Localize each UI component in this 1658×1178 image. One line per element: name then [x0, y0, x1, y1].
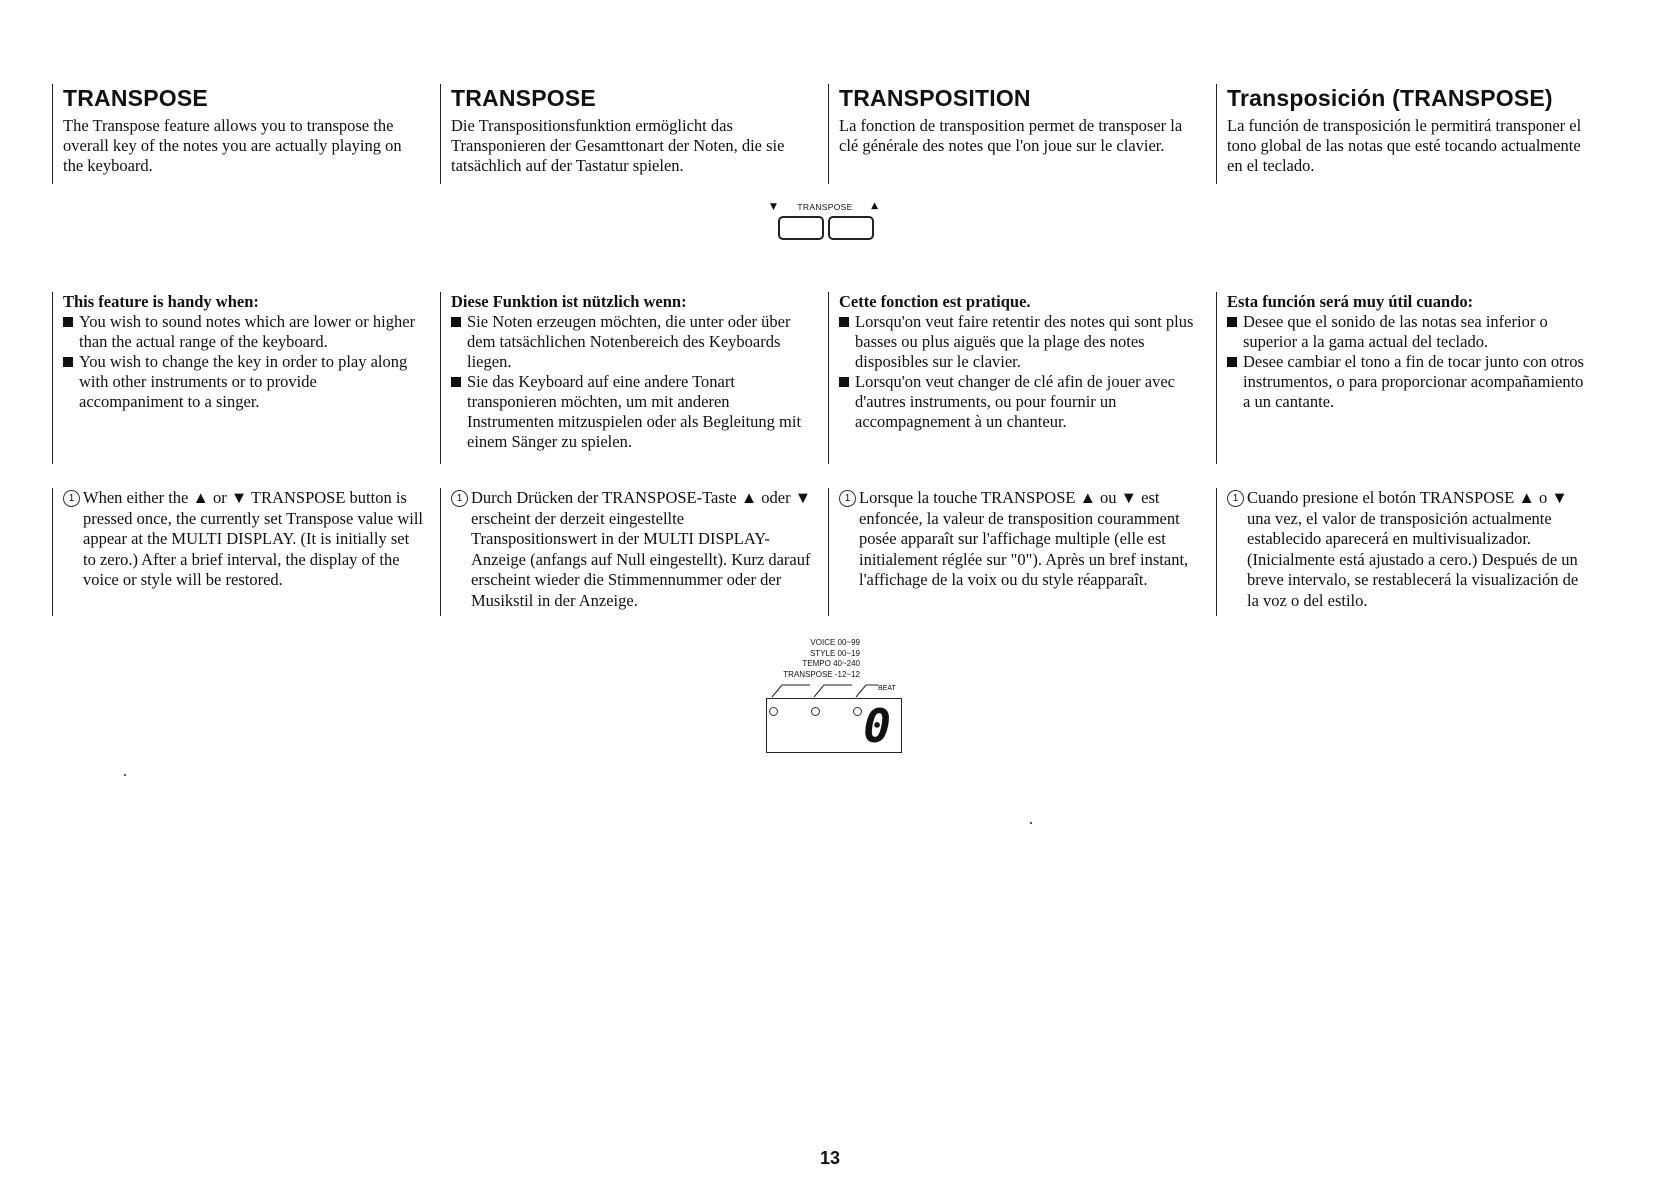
col-en-usage	[52, 292, 424, 464]
step-number-circle-icon: 1	[839, 490, 856, 507]
bullet-square-icon	[63, 317, 73, 327]
step-1	[839, 488, 1200, 591]
col-es-intro	[1216, 84, 1588, 184]
col-de-intro	[440, 84, 812, 184]
col-fr-step	[828, 488, 1200, 616]
usage-list	[63, 312, 424, 412]
transpose-label: TRANSPOSE	[797, 202, 853, 212]
col-fr-usage	[828, 292, 1200, 464]
section-title: TRANSPOSE	[63, 85, 208, 111]
display-indicator-lines	[770, 683, 880, 699]
bullet-square-icon	[1227, 357, 1237, 367]
list-item: Sie das Keyboard auf eine andere Tonart transponieren möchten, um mit anderen Instrumenten mitzuspielen oder als Begleitung mit einem Sänger zu spielen.	[451, 372, 812, 452]
list-item: Desee que el sonido de las notas sea inferior o superior a la gama actual del teclado.	[1227, 312, 1588, 352]
col-fr-intro	[828, 84, 1200, 184]
section-title: Transposición (TRANSPOSE)	[1227, 85, 1553, 111]
indicator-dot-icon	[811, 707, 820, 716]
usage-lead: Esta función será muy útil cuando:	[1227, 292, 1474, 311]
col-en-step	[52, 488, 424, 616]
bullet-square-icon	[839, 377, 849, 387]
scan-speck	[124, 774, 126, 776]
intro-text: Die Transpositionsfunktion ermöglicht das Transponieren der Gesamttonart der Noten, die sie tatsächlich auf der Tastatur spielen.	[451, 116, 785, 175]
usage-lead: Diese Funktion ist nützlich wenn:	[451, 292, 687, 311]
usage-list	[1227, 312, 1588, 412]
multi-display	[766, 698, 902, 753]
step-1	[451, 488, 812, 611]
indicator-dot-icon	[769, 707, 778, 716]
display-labels	[740, 638, 860, 680]
col-es-step	[1216, 488, 1588, 616]
step-number-circle-icon: 1	[63, 490, 80, 507]
col-en-intro	[52, 84, 424, 184]
list-item: Lorsqu'on veut changer de clé afin de jouer avec d'autres instruments, ou pour fournir un accompagnement à un chanteur.	[839, 372, 1200, 432]
list-item: Desee cambiar el tono a fin de tocar junto con otros instrumentos, o para proporcionar acompañamiento a un cantante.	[1227, 352, 1588, 412]
page-number: 13	[819, 1148, 841, 1168]
list-item: Sie Noten erzeugen möchten, die unter oder über dem tatsächlichen Notenbereich des Keyboards liegen.	[451, 312, 812, 372]
list-item: You wish to sound notes which are lower or higher than the actual range of the keyboard.	[63, 312, 424, 352]
step-text: Durch Drücken der TRANSPOSE-Taste ▲ oder ▼ erscheint der derzeit eingestellte Transpositionswert in der MULTI DISPLAY-Anzeige (anfangs auf Null eingestellt). Kurz darauf erscheint wieder die Stimmennummer oder der Musikstil in der Anzeige.	[471, 488, 812, 610]
display-value: 0	[863, 699, 891, 753]
usage-list	[839, 312, 1200, 432]
triangle-up-icon: ▲	[871, 201, 878, 211]
step-number-circle-icon: 1	[451, 490, 468, 507]
list-item: You wish to change the key in order to play along with other instruments or to provide accompaniment to a singer.	[63, 352, 424, 412]
usage-lead: Cette fonction est pratique.	[839, 292, 1031, 311]
usage-lead: This feature is handy when:	[63, 292, 259, 311]
intro-text: The Transpose feature allows you to transpose the overall key of the notes you are actually playing on the keyboard.	[63, 116, 402, 175]
step-text: Lorsque la touche TRANSPOSE ▲ ou ▼ est enfoncée, la valeur de transposition couramment posée apparaît sur l'affichage multiple (elle est initialement réglée sur "0"). Après un bref instant, l'affichage de la voix ou du style réapparaît.	[859, 488, 1189, 589]
display-label-transpose: TRANSPOSE -12~12	[783, 669, 860, 679]
transpose-up-button	[828, 216, 874, 240]
indicator-dot-icon	[853, 707, 862, 716]
section-title: TRANSPOSITION	[839, 85, 1031, 111]
bullet-square-icon	[839, 317, 849, 327]
step-text: Cuando presione el botón TRANSPOSE ▲ o ▼ una vez, el valor de transposición actualmente establecido aparecerá en multivisualizador. (Inicialmente está ajustado a cero.) Después de un breve intervalo, se restablecerá la visualización de la voz o del estilo.	[1247, 488, 1579, 610]
display-label-voice: VOICE 00~99	[810, 638, 860, 647]
section-title: TRANSPOSE	[451, 85, 596, 111]
intro-text: La función de transposición le permitirá transponer el tono global de las notas que esté tocando actualmente en el teclado.	[1227, 116, 1582, 175]
col-de-step	[440, 488, 812, 616]
col-de-usage	[440, 292, 812, 464]
beat-label: BEAT	[878, 685, 896, 692]
scan-speck	[1030, 822, 1032, 824]
display-label-tempo: TEMPO 40~240	[802, 659, 860, 668]
display-label-style: STYLE 00~19	[809, 648, 860, 658]
bullet-square-icon	[63, 357, 73, 367]
bullet-square-icon	[451, 377, 461, 387]
step-1	[63, 488, 424, 591]
col-es-usage	[1216, 292, 1588, 464]
triangle-down-icon: ▼	[770, 202, 777, 212]
step-number-circle-icon: 1	[1227, 490, 1244, 507]
intro-text: La fonction de transposition permet de transposer la clé générale des notes que l'on joue sur le clavier.	[839, 116, 1183, 155]
step-text: When either the ▲ or ▼ TRANSPOSE button is pressed once, the currently set Transpose value will appear at the MULTI DISPLAY. (It is initially set to zero.) After a brief interval, the display of the voice or style will be restored.	[83, 488, 424, 589]
bullet-square-icon	[1227, 317, 1237, 327]
transpose-down-button	[778, 216, 824, 240]
bullet-square-icon	[451, 317, 461, 327]
list-item: Lorsqu'on veut faire retentir des notes qui sont plus basses ou plus aiguës que la plage des notes disposibles sur le clavier.	[839, 312, 1200, 372]
step-1	[1227, 488, 1588, 611]
transpose-buttons-illustration	[760, 200, 890, 250]
usage-list	[451, 312, 812, 452]
